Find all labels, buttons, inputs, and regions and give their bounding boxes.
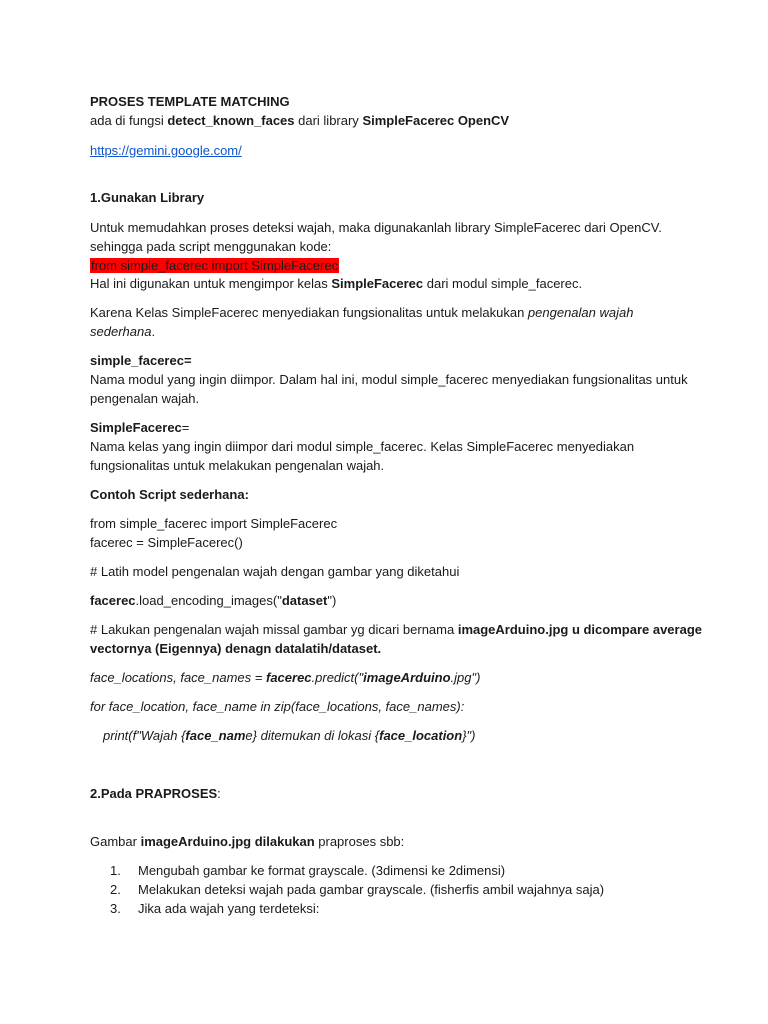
example-heading: Contoh Script sederhana: (90, 487, 249, 502)
load-method: .load_encoding_images(" (135, 593, 282, 608)
intro-suffix: praproses sbb: (314, 834, 405, 849)
section1-para2-line2 (90, 322, 155, 341)
print-prefix: print(f"Wajah { (103, 728, 186, 743)
comment2-bold: imageArduino.jpg u dicompare average (457, 622, 702, 637)
print-mid: e} ditemukan di lokasi { (245, 728, 380, 743)
section1-para1-line2: sehingga pada script menggunakan kode: (90, 239, 332, 254)
section1-para2-line1 (90, 303, 633, 322)
term2-desc-line1: Nama kelas yang ingin diimpor dari modul simple_facerec. Kelas SimpleFacerec menyediakan (90, 439, 635, 454)
intro-prefix: Gambar (90, 834, 141, 849)
function-name: detect_known_faces (167, 113, 295, 128)
code-comment-train: # Latih model pengenalan wajah dengan gambar yang diketahui (90, 564, 460, 579)
load-object: facerec (90, 593, 136, 608)
print-var2: face_location (379, 728, 463, 743)
predict-prefix: face_locations, face_names = (90, 670, 266, 685)
code-line-import: from simple_facerec import SimpleFacerec (90, 516, 338, 531)
predict-end: .jpg") (450, 670, 481, 685)
code-line-print (103, 726, 476, 745)
predict-arg: imageArduino (363, 670, 451, 685)
list-item-text: Jika ada wajah yang terdeteksi: (138, 901, 320, 916)
section1-para1-line4 (90, 274, 582, 293)
para1-line4-prefix: Hal ini digunakan untuk mengimpor kelas (90, 276, 332, 291)
library-name: SimpleFacerec OpenCV (362, 113, 510, 128)
list-item-text: Mengubah gambar ke format grayscale. (3dimensi ke 2dimensi) (138, 863, 506, 878)
print-end: }") (462, 728, 476, 743)
section1-para1-line1: Untuk memudahkan proses deteksi wajah, maka digunakanlah library SimpleFacerec dari OpenCV. (90, 220, 662, 235)
code-line-instantiate: facerec = SimpleFacerec() (90, 535, 243, 550)
para2-line2-suffix: . (151, 324, 156, 339)
para2-italic: pengenalan wajah (527, 305, 634, 320)
document-title: PROSES TEMPLATE MATCHING (90, 94, 290, 109)
class-name-bold: SimpleFacerec (331, 276, 424, 291)
code-line-load (90, 591, 336, 610)
highlighted-import: from simple_facerec import SimpleFacerec (91, 258, 339, 273)
section2-intro (90, 832, 404, 851)
code-line-predict (90, 668, 480, 687)
term1-label: simple_facerec= (90, 353, 192, 368)
term2-label: SimpleFacerec (90, 420, 182, 435)
subtitle-line (90, 111, 509, 130)
term2-eq: = (181, 420, 190, 435)
term1-desc-line1: Nama modul yang ingin diimpor. Dalam hal ini, modul simple_facerec menyediakan fungsionalitas untuk (90, 372, 688, 387)
subtitle-prefix: ada di fungsi (90, 113, 168, 128)
predict-mid: .predict(" (311, 670, 364, 685)
list-item-text: Melakukan deteksi wajah pada gambar grayscale. (fisherfis ambil wajahnya saja) (138, 882, 605, 897)
code-comment-recognize-line2: vectornya (Eigennya) denagn datalatih/dataset. (90, 641, 382, 656)
term1-desc-line2: pengenalan wajah. (90, 391, 200, 406)
term2-label-line (90, 418, 189, 437)
para2-prefix: Karena Kelas SimpleFacerec menyediakan fungsionalitas untuk melakukan (90, 305, 528, 320)
section1-heading: 1.Gunakan Library (90, 190, 205, 205)
subtitle-middle: dari library (294, 113, 363, 128)
code-comment-recognize-line1 (90, 620, 702, 639)
predict-object: facerec (265, 670, 312, 685)
term2-desc-line2: fungsionalitas untuk melakukan pengenalan wajah. (90, 458, 385, 473)
gemini-link[interactable]: https://gemini.google.com/ (90, 143, 242, 158)
code-line-for: for face_location, face_name in zip(face_locations, face_names): (90, 699, 465, 714)
comment2-prefix: # Lakukan pengenalan wajah missal gambar yg dicari bernama (90, 622, 458, 637)
para1-line4-suffix: dari modul simple_facerec. (423, 276, 583, 291)
section2-heading-text: 2.Pada PRAPROSES (90, 786, 218, 801)
list-item-number: 2. (110, 882, 121, 897)
highlighted-code-line (90, 256, 339, 275)
list-item-number: 1. (110, 863, 121, 878)
list-item-number: 3. (110, 901, 121, 916)
load-arg: dataset (281, 593, 328, 608)
load-end: ") (327, 593, 337, 608)
section2-heading-colon: : (217, 786, 221, 801)
print-var1: face_nam (185, 728, 246, 743)
intro-bold: imageArduino.jpg dilakukan (140, 834, 315, 849)
para2-line2-italic: sederhana (90, 324, 152, 339)
section2-heading (90, 784, 221, 803)
